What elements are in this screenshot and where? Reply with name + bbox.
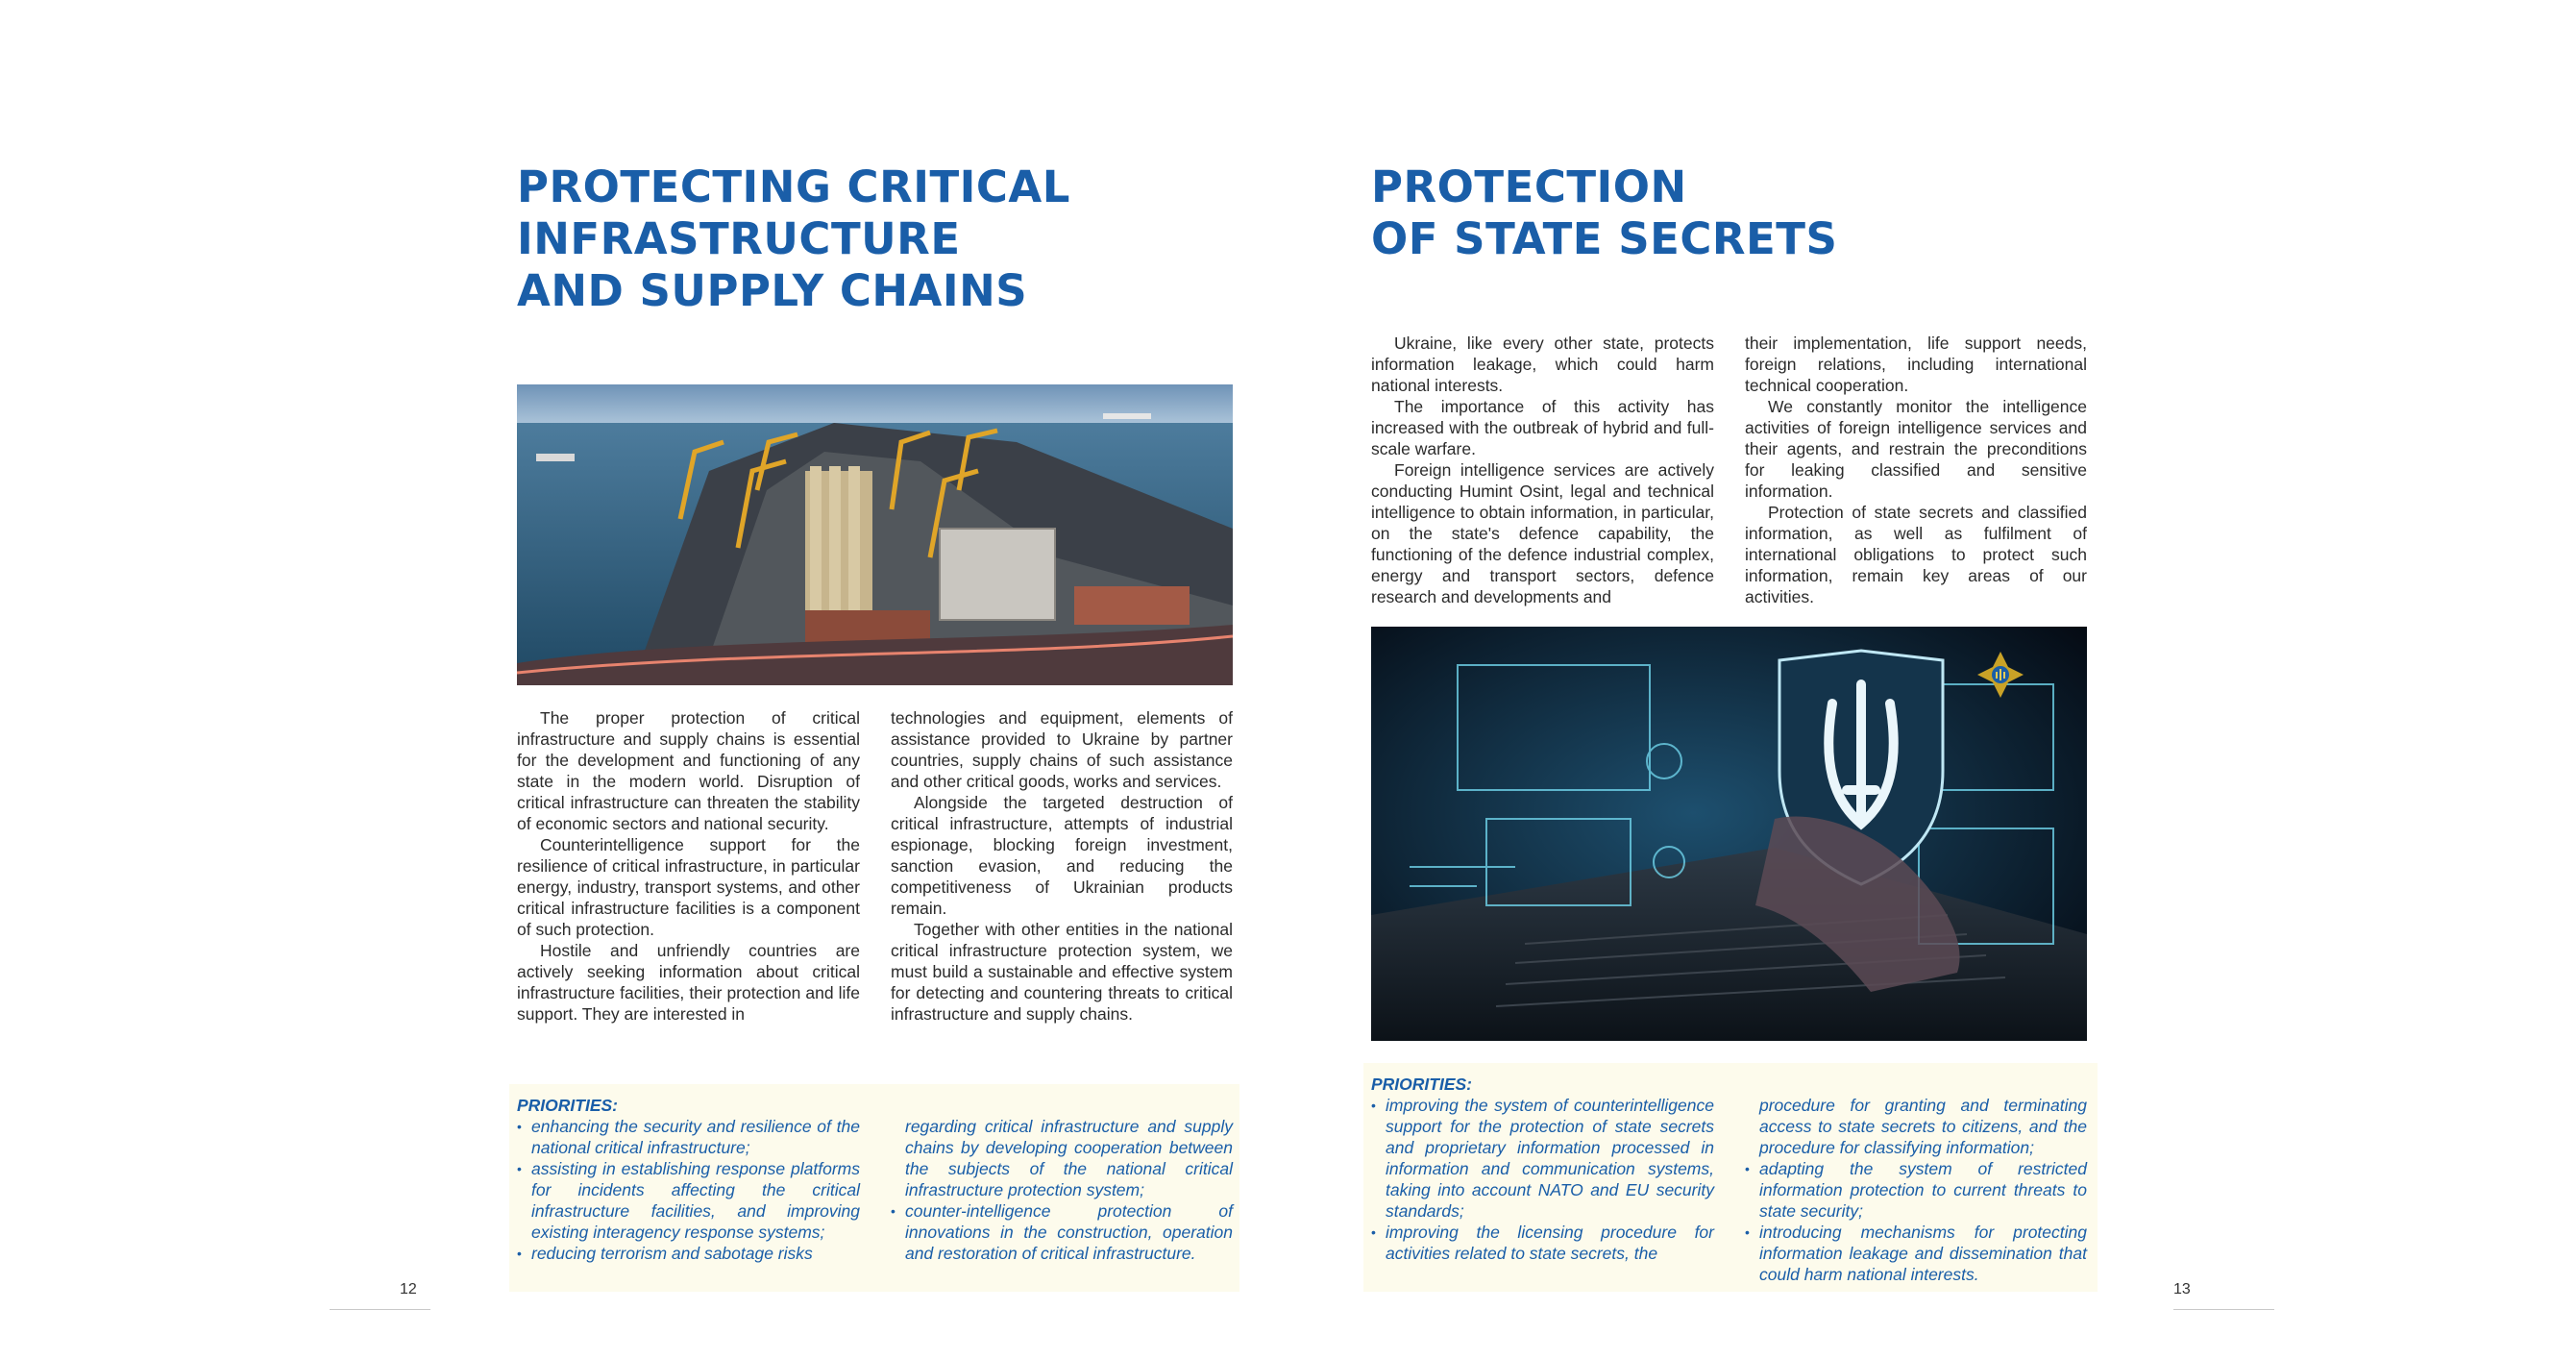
left-title-line-2: INFRASTRUCTURE xyxy=(517,213,961,264)
right-page-rule xyxy=(2173,1309,2274,1310)
left-col2-paragraph: technologies and equipment, elements of assistance provided to Ukraine by partner countries, supply chains of such assistance and other critical goods, works and services. xyxy=(891,708,1233,791)
right-body-column-1 xyxy=(1371,333,1714,607)
bullet-icon: • xyxy=(517,1246,522,1261)
left-col1-paragraph: Counterintelligence support for the resilience of critical infrastructure, in particular energy, industry, transport systems, and other critical infrastructure facilities is a component of such protection. xyxy=(517,835,860,939)
right-col2-paragraph: We constantly monitor the intelligence activities of foreign intelligence services and their agents, and restrain the preconditions for leaking classified and sensitive information. xyxy=(1745,397,2087,501)
bullet-icon: • xyxy=(891,1203,895,1219)
left-body-column-2 xyxy=(891,707,1233,1025)
left-col2-paragraph: Alongside the targeted destruction of critical infrastructure, attempts of industrial espionage, blocking foreign investment, sanction evasion, and reducing the competitiveness of Ukrainian products remain. xyxy=(891,793,1233,918)
cyber-security-photo xyxy=(1371,627,2087,1041)
right-col2-paragraph: their implementation, life support needs, foreign relations, including international technical cooperation. xyxy=(1745,334,2087,395)
right-page-title xyxy=(1371,161,1837,265)
left-page-title xyxy=(517,161,1070,317)
priority-item: • enhancing the security and resilience of the national critical infrastructure; xyxy=(517,1117,860,1157)
bullet-icon: • xyxy=(1371,1098,1376,1113)
bullet-icon: • xyxy=(1745,1161,1750,1176)
bullet-icon: • xyxy=(517,1119,522,1134)
right-priorities-list-2 xyxy=(1745,1095,2087,1285)
left-title-line-3: AND SUPPLY CHAINS xyxy=(517,265,1028,316)
right-col1-paragraph: Ukraine, like every other state, protects information leakage, which could harm national interests. xyxy=(1371,334,1714,395)
right-col1-paragraph: Foreign intelligence services are actively conducting Humint Osint, legal and technical intelligence to obtain information, in particular, on the state's defence capability, the functioning of the defence industrial complex, energy and transport sectors, defence research and developments and xyxy=(1371,460,1714,606)
bullet-icon: • xyxy=(1745,1224,1750,1240)
bullet-icon: • xyxy=(1371,1224,1376,1240)
left-body-column-1 xyxy=(517,707,860,1025)
right-page-number: 13 xyxy=(2173,1281,2191,1297)
priority-item: • improving the system of counterintelligence support for the protection of state secrets and proprietary information processed in information and communication systems, taking into account NATO and EU security standards; xyxy=(1371,1096,1714,1221)
priority-item: • counter-intelligence protection of innovations in the construction, operation and restoration of critical infrastructure. xyxy=(891,1201,1233,1263)
priority-item: • improving the licensing procedure for activities related to state secrets, the xyxy=(1371,1223,1714,1263)
left-col1-paragraph: Hostile and unfriendly countries are actively seeking information about critical infrastructure facilities, their protection and life support. They are interested in xyxy=(517,941,860,1024)
left-priorities-list-1 xyxy=(517,1116,860,1264)
left-page-rule xyxy=(330,1309,430,1310)
port-infrastructure-photo xyxy=(517,384,1233,685)
priority-item-continued: regarding critical infrastructure and supply chains by developing cooperation between the subjects of the national critical infrastructure protection system; xyxy=(905,1117,1233,1199)
right-col2-paragraph: Protection of state secrets and classified information, as well as fulfilment of international obligations to protect such information, remain key areas of our activities. xyxy=(1745,503,2087,606)
priority-item-continued: procedure for granting and terminating access to state secrets to citizens, and the procedure for classifying information; xyxy=(1759,1096,2087,1157)
priority-item: • reducing terrorism and sabotage risks xyxy=(517,1244,813,1263)
bullet-icon: • xyxy=(517,1161,522,1176)
left-title-line-1: PROTECTING CRITICAL xyxy=(517,161,1070,212)
left-priorities-list-2 xyxy=(891,1116,1233,1264)
right-col1-paragraph: The importance of this activity has increased with the outbreak of hybrid and full-scale warfare. xyxy=(1371,397,1714,458)
right-priorities-list-1 xyxy=(1371,1095,1714,1264)
left-col1-paragraph: The proper protection of critical infrastructure and supply chains is essential for the development and functioning of any state in the modern world. Disruption of critical infrastructure can threaten the stability of economic sectors and national security. xyxy=(517,708,860,833)
right-priorities-heading: PRIORITIES: xyxy=(1371,1075,1473,1094)
right-title-line-1: PROTECTION xyxy=(1371,161,1687,212)
priority-item: • assisting in establishing response platforms for incidents affecting the critical infrastructure facilities, and improving existing interagency response systems; xyxy=(517,1159,860,1242)
right-title-line-2: OF STATE SECRETS xyxy=(1371,213,1838,264)
priority-item: • adapting the system of restricted information protection to current threats to state security; xyxy=(1745,1159,2087,1221)
priority-item: • introducing mechanisms for protecting information leakage and dissemination that could harm national interests. xyxy=(1745,1223,2087,1284)
left-priorities-heading: PRIORITIES: xyxy=(517,1096,619,1115)
left-page-number: 12 xyxy=(400,1281,417,1297)
left-col2-paragraph: Together with other entities in the national critical infrastructure protection system, we must build a sustainable and effective system for detecting and countering threats to critical infrastructure and supply chains. xyxy=(891,920,1233,1024)
right-body-column-2 xyxy=(1745,333,2087,607)
